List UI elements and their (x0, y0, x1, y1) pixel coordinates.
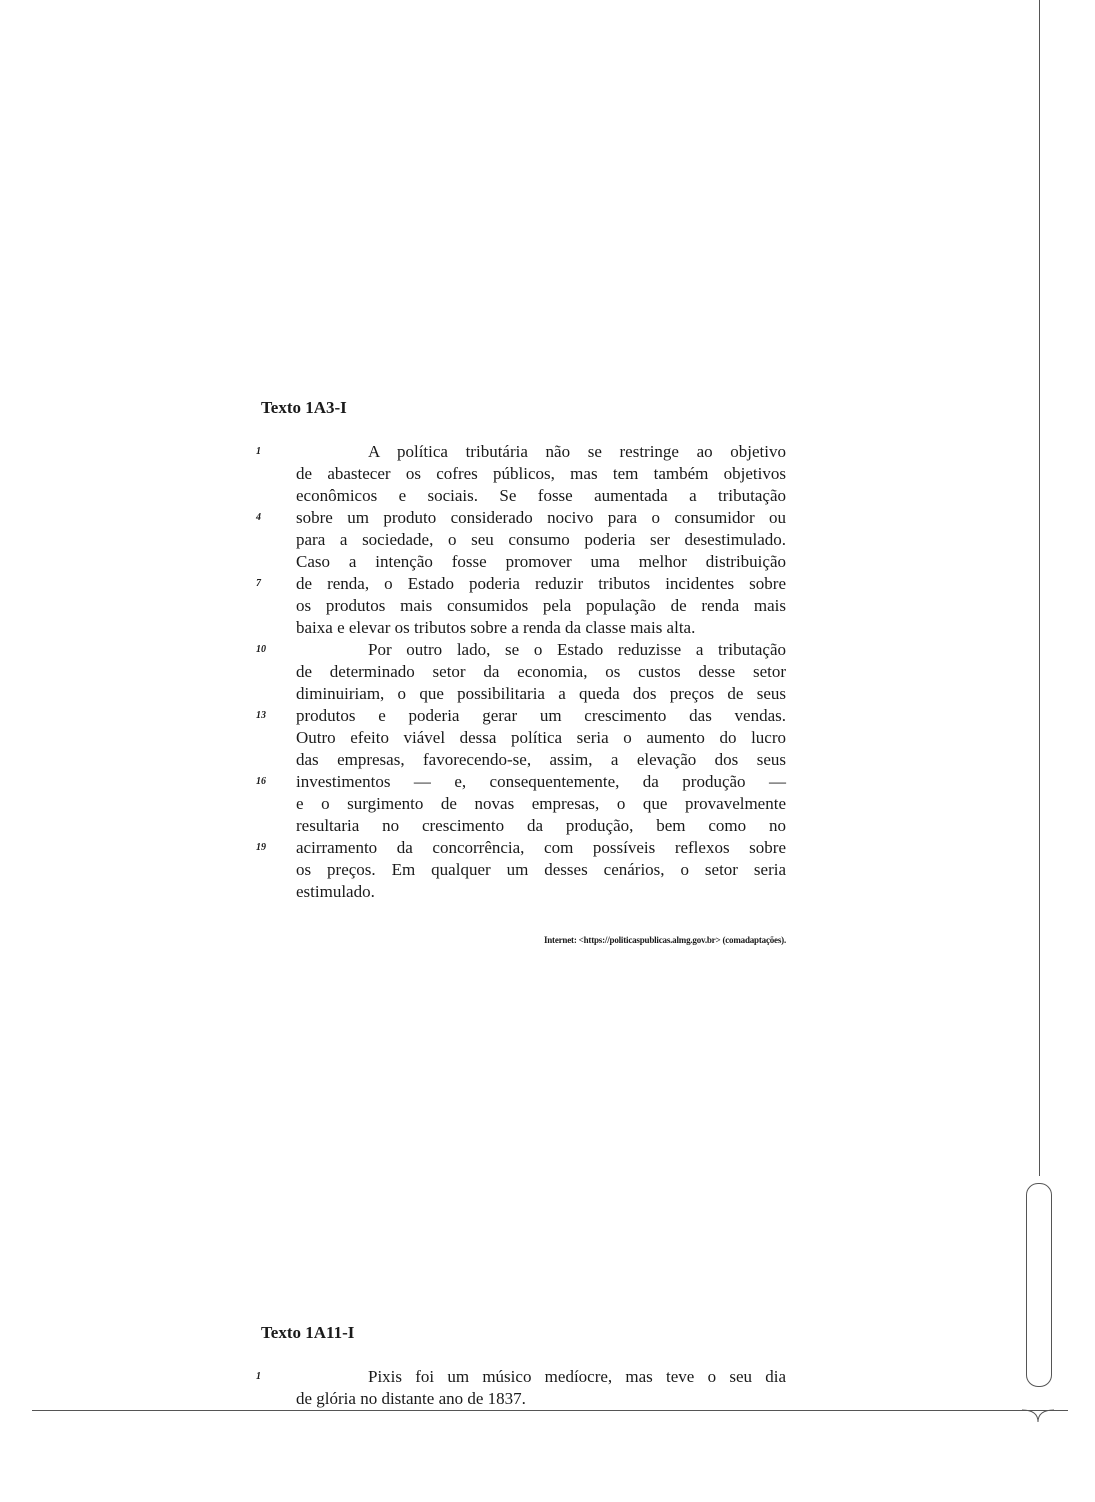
line-number: 1 (256, 446, 261, 457)
text1-line: estimulado. (296, 882, 375, 901)
text1-line: 7 de renda, o Estado poderia reduzir tributos incidentes sobre (256, 574, 786, 593)
text1-line: e o surgimento de novas empresas, o que provavelmente (296, 794, 786, 813)
line-number: 19 (256, 842, 266, 853)
text1-line: resultaria no crescimento da produção, bem como no (296, 816, 786, 835)
text1-source-citation: Internet: <https://politicaspublicas.almg.gov.br> (comadaptações). (543, 935, 786, 945)
line-number: 13 (256, 710, 266, 721)
line-number: 7 (256, 578, 261, 589)
text2-heading: Texto 1A11-I (261, 1323, 355, 1342)
text1-line: de determinado setor da economia, os custos desse setor (296, 662, 786, 681)
page-corner-fork-icon (1020, 1402, 1056, 1424)
text1-line: 4 sobre um produto considerado nocivo para o consumidor ou (256, 508, 786, 527)
page-side-tab (1026, 1183, 1052, 1387)
text2-passage (256, 1366, 786, 1410)
text1-heading: Texto 1A3-I (261, 398, 347, 417)
line-number: 10 (256, 644, 266, 655)
text1-line: Caso a intenção fosse promover uma melhor distribuição (296, 552, 786, 571)
text1-line: das empresas, favorecendo-se, assim, a elevação dos seus (296, 750, 786, 769)
text1-line: 19 acirramento da concorrência, com possíveis reflexos sobre (256, 838, 786, 857)
text1-line: os produtos mais consumidos pela população de renda mais (296, 596, 786, 615)
text1-line: econômicos e sociais. Se fosse aumentada a tributação (296, 486, 786, 505)
text1-line: de abastecer os cofres públicos, mas tem também objetivos (296, 464, 786, 483)
text1-line: 16 investimentos — e, consequentemente, da produção — (256, 772, 786, 791)
text1-line: para a sociedade, o seu consumo poderia ser desestimulado. (296, 530, 786, 549)
line-number: 16 (256, 776, 266, 787)
text2-line: de glória no distante ano de 1837. (296, 1389, 526, 1408)
text1-passage (256, 441, 786, 903)
line-number: 1 (256, 1371, 261, 1382)
text1-line: 10 Por outro lado, se o Estado reduzisse a tributação (256, 640, 786, 659)
line-number: 4 (256, 512, 261, 523)
text1-line: 1 A política tributária não se restringe ao objetivo (256, 442, 786, 461)
page-footer-line (32, 1410, 1068, 1411)
text1-line: Outro efeito viável dessa política seria o aumento do lucro (296, 728, 786, 747)
text1-line: baixa e elevar os tributos sobre a renda da classe mais alta. (296, 618, 696, 637)
text1-line: diminuiriam, o que possibilitaria a queda dos preços de seus (296, 684, 786, 703)
page-margin-line-vertical (1039, 0, 1040, 1176)
text1-line: os preços. Em qualquer um desses cenários, o setor seria (296, 860, 786, 879)
text2-line: 1 Pixis foi um músico medíocre, mas teve o seu dia (256, 1367, 786, 1386)
text1-line: 13 produtos e poderia gerar um crescimento das vendas. (256, 706, 786, 725)
